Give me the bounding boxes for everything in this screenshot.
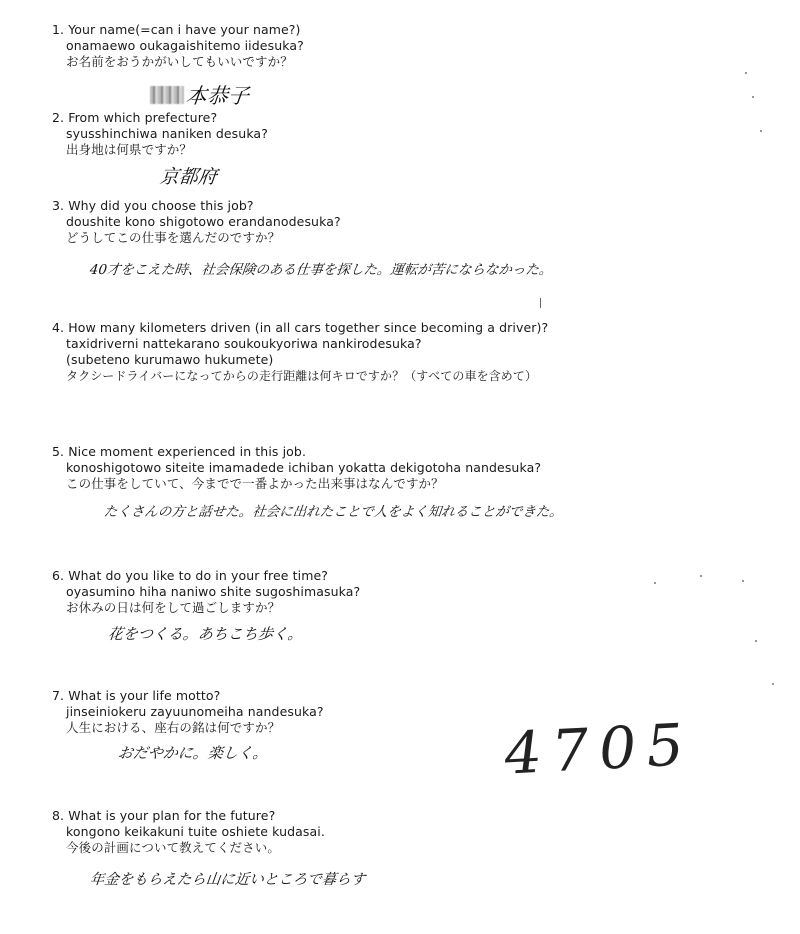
scan-speck xyxy=(772,683,774,685)
question-3-romaji: doushite kono shigotowo erandanodesuka? xyxy=(66,214,341,229)
question-2-en: 2. From which prefecture? xyxy=(52,110,218,125)
question-1-jp: お名前をおうかがいしてもいいですか？ xyxy=(66,54,293,69)
question-7-en: 7. What is your life motto? xyxy=(52,688,221,703)
question-4-en: 4. How many kilometers driven (in all cars together since becoming a driver)? xyxy=(52,320,549,335)
scan-speck xyxy=(745,72,747,74)
scan-speck xyxy=(760,130,762,132)
question-1-romaji: onamaewo oukagaishitemo iidesuka? xyxy=(66,38,304,53)
question-4 xyxy=(52,320,772,384)
question-7-jp: 人生における、座右の銘は何ですか？ xyxy=(66,720,281,735)
answer-5: たくさんの方と話せた。社会に出れたことで人をよく知れることができた。 xyxy=(102,504,564,520)
answer-6: 花をつくる。あちこち歩く。 xyxy=(107,625,304,643)
question-4-jp: タクシードライバーになってからの走行距離は何キロですか？（すべての車を含めて） xyxy=(66,369,538,383)
question-8-romaji: kongono keikakuni tuite oshiete kudasai. xyxy=(66,824,325,839)
question-3-jp: どうしてこの仕事を選んだのですか？ xyxy=(66,230,281,245)
scan-speck xyxy=(742,580,744,582)
scan-speck xyxy=(700,575,702,577)
question-6 xyxy=(52,568,772,616)
question-5-en: 5. Nice moment experienced in this job. xyxy=(52,444,307,459)
question-6-romaji: oyasumino hiha naniwo shite sugoshimasuka? xyxy=(66,584,361,599)
question-1 xyxy=(52,22,772,70)
question-5-jp: この仕事をしていて、今までで一番よかった出来事はなんですか？ xyxy=(66,476,444,491)
question-3 xyxy=(52,198,772,246)
question-4-romaji-extra: (subeteno kurumawo hukumete) xyxy=(66,352,274,367)
scan-speck xyxy=(752,96,754,98)
answer-3: 40才をこえた時、社会保険のある仕事を探した。運転が苦にならなかった。 xyxy=(88,262,554,278)
question-5-romaji: konoshigotowo siteite imamadede ichiban yokatta dekigotoha nandesuka? xyxy=(66,460,542,475)
question-7-romaji: jinseiniokeru zayuunomeiha nandesuka? xyxy=(66,704,324,719)
question-4-romaji: taxidriverni nattekarano soukoukyoriwa nankirodesuka? xyxy=(66,336,422,351)
question-8-en: 8. What is your plan for the future? xyxy=(52,808,276,823)
scan-speck xyxy=(654,582,656,584)
answer-8: 年金をもらえたら山に近いところで暮らす xyxy=(89,872,367,888)
question-8-jp: 今後の計画について教えてください。 xyxy=(66,840,280,855)
question-6-jp: お休みの日は何をして過ごしますか？ xyxy=(66,600,281,615)
question-6-en: 6. What do you like to do in your free time? xyxy=(52,568,329,583)
question-2-romaji: syusshinchiwa naniken desuka? xyxy=(66,126,268,141)
answer-2: 京都府 xyxy=(158,166,219,188)
question-2 xyxy=(52,110,772,158)
margin-mark xyxy=(540,298,541,308)
question-1-en: 1. Your name(=can i have your name?) xyxy=(52,22,301,37)
redacted-name-mark xyxy=(150,86,184,104)
answer-7: おだやかに。楽しく。 xyxy=(117,744,269,762)
scan-speck xyxy=(755,640,757,642)
question-3-en: 3. Why did you choose this job? xyxy=(52,198,254,213)
question-5 xyxy=(52,444,772,492)
answer-1: 本恭子 xyxy=(184,84,251,108)
question-2-jp: 出身地は何県ですか？ xyxy=(66,142,193,157)
question-8 xyxy=(52,808,772,856)
handwritten-number: 4705 xyxy=(500,710,698,788)
